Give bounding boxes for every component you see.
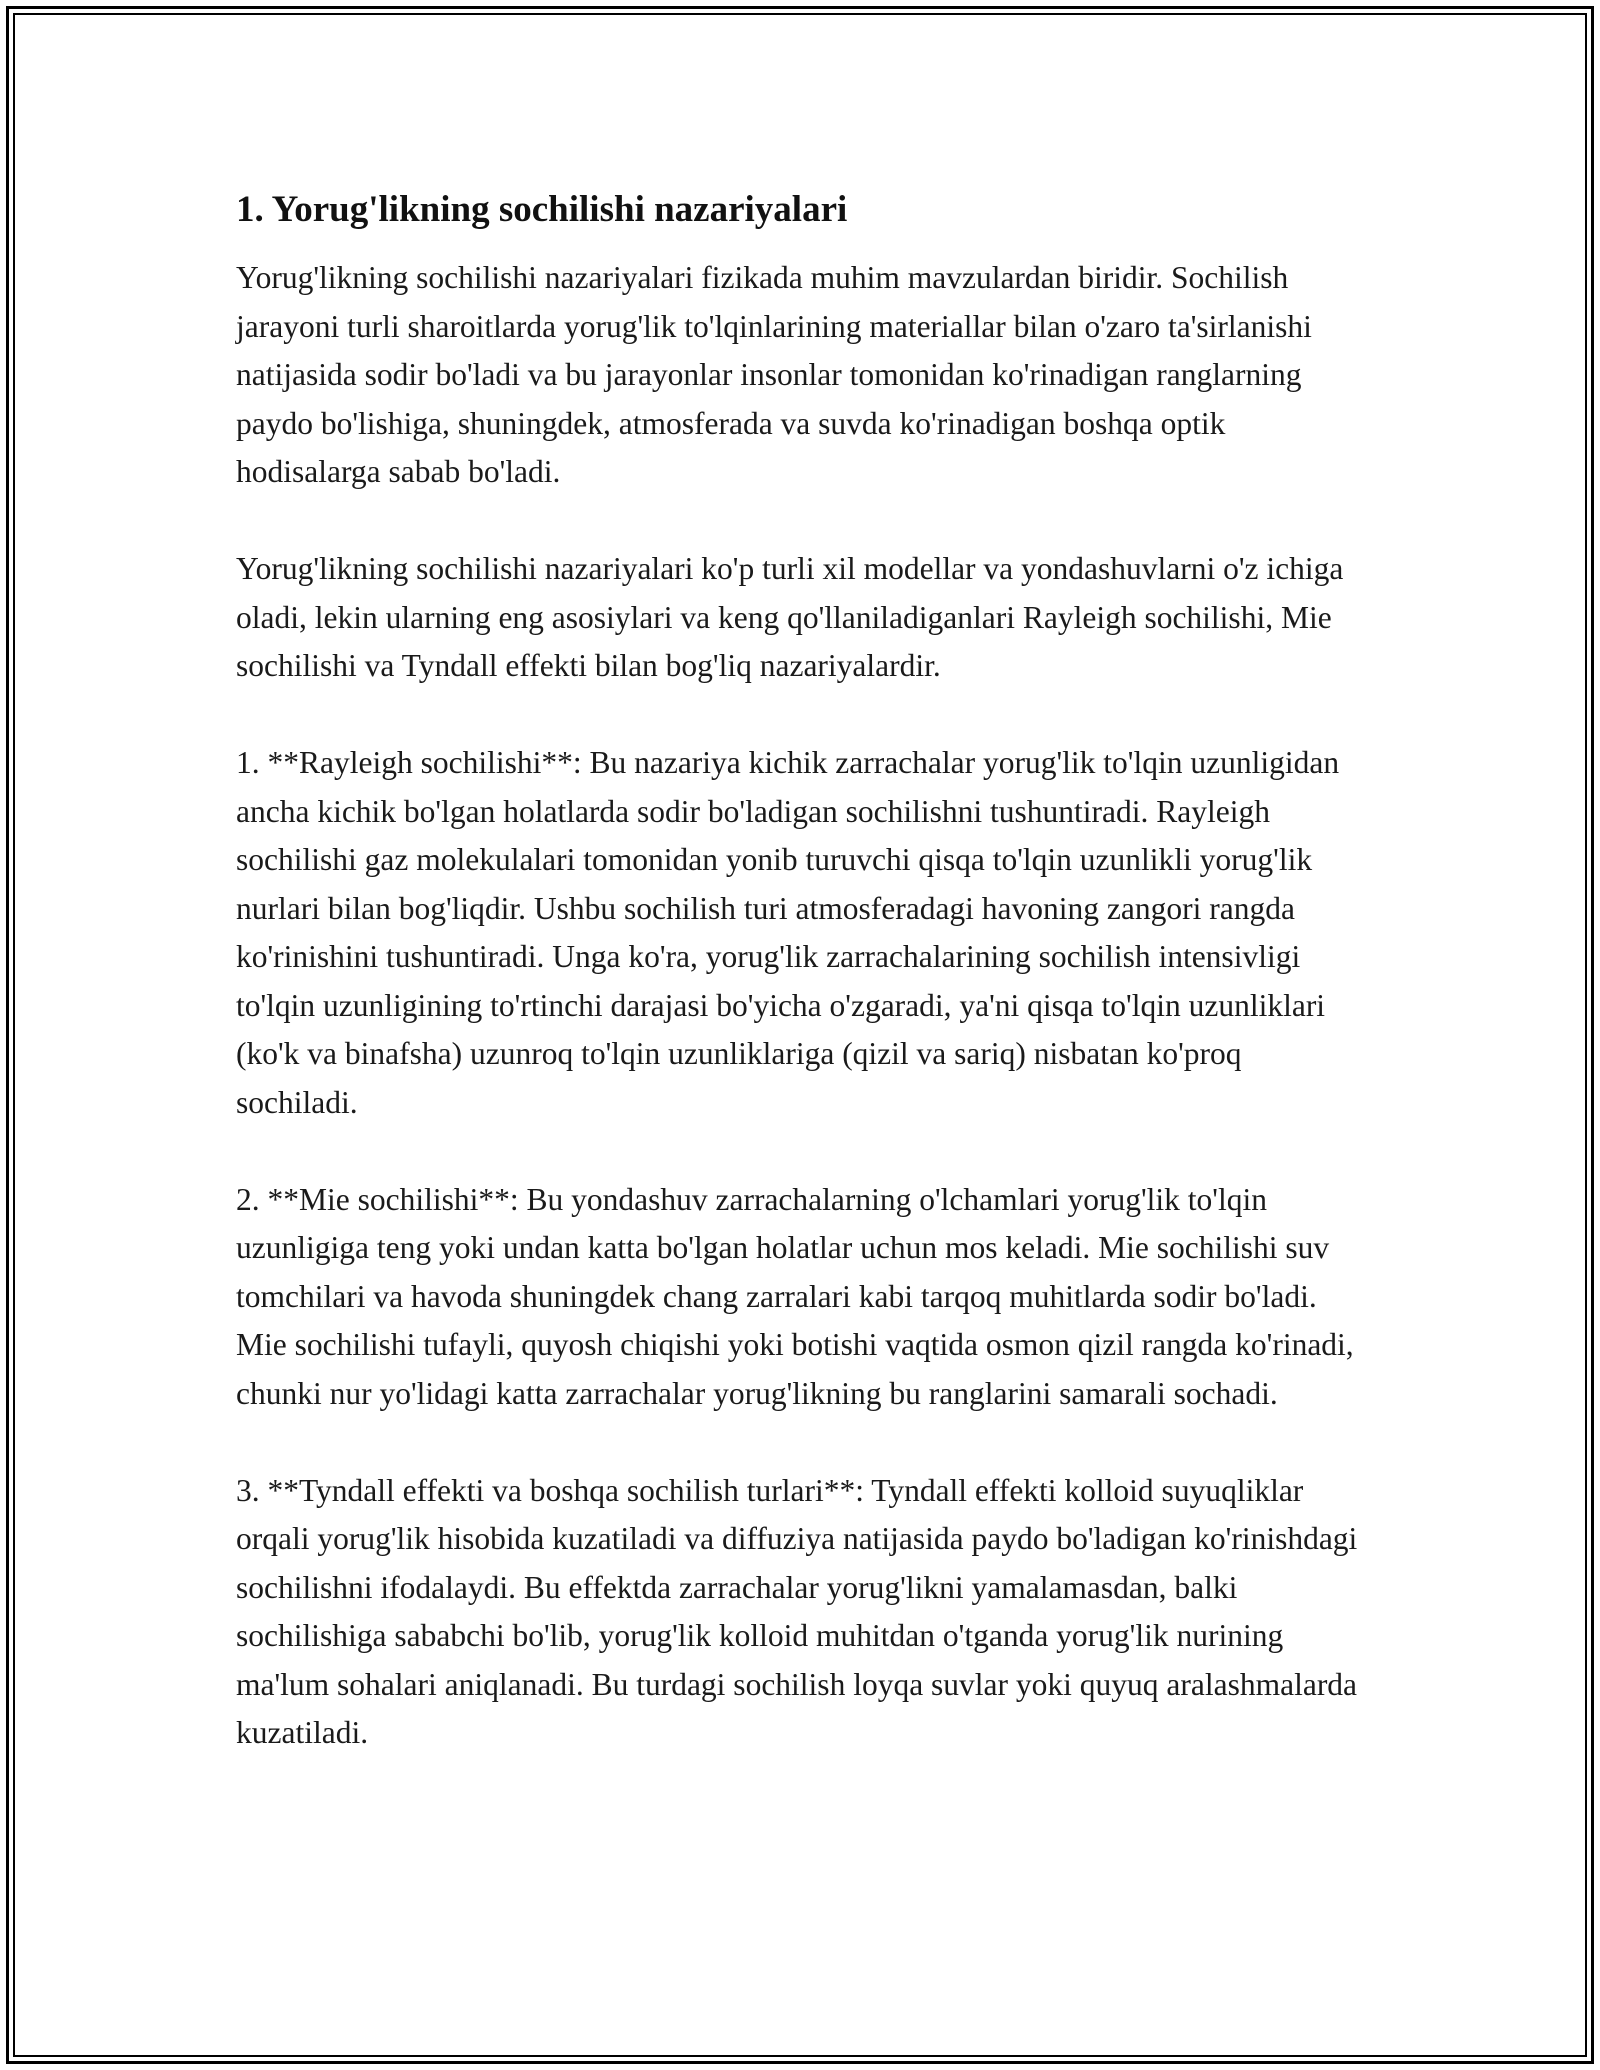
paragraph-tyndall: 3. **Tyndall effekti va boshqa sochilish turlari**: Tyndall effekti kolloid suyuqliklar orqali yorug'lik hisobida kuzatiladi va diffuziya natijasida paydo bo'ladigan ko'rinishdagi sochilishni ifodalaydi. Bu effektda zarrachalar yorug'likni yamalamasdan, balki sochilishiga sababchi bo'lib, yorug'lik kolloid muhitdan o'tganda yorug'lik nurining ma'lum sohalari aniqlanadi. Bu turdagi sochilish loyqa suvlar yoki quyuq aralashmalarda kuzatiladi. bbox=[236, 1472, 1358, 1751]
document-body bbox=[236, 186, 1366, 1806]
paragraph-mie: 2. **Mie sochilishi**: Bu yondashuv zarrachalarning o'lchamlari yorug'lik to'lqin uzunligiga teng yoki undan katta bo'lgan holatlar uchun mos keladi. Mie sochilishi suv tomchilari va havoda shuningdek chang zarralari kabi tarqoq muhitlarda sodir bo'ladi. Mie sochilishi tufayli, quyosh chiqishi yoki botishi vaqtida osmon qizil rangda ko'rinadi, chunki nur yo'lidagi katta zarrachalar yorug'likning bu ranglarini samarali sochadi. bbox=[236, 1181, 1354, 1411]
paragraph-rayleigh: 1. **Rayleigh sochilishi**: Bu nazariya kichik zarrachalar yorug'lik to'lqin uzunligidan ancha kichik bo'lgan holatlarda sodir bo'ladigan sochilishni tushuntiradi. Rayleigh sochilishi gaz molekulalari tomonidan yonib turuvchi qisqa to'lqin uzunlikli yorug'lik nurlari bilan bog'liqdir. Ushbu sochilish turi atmosferadagi havoning zangori rangda ko'rinishini tushuntiradi. Unga ko'ra, yorug'lik zarrachalarining sochilish intensivligi to'lqin uzunligining to'rtinchi darajasi bo'yicha o'zgaradi, ya'ni qisqa to'lqin uzunliklari (ko'k va binafsha) uzunroq to'lqin uzunliklariga (qizil va sariq) nisbatan ko'proq sochiladi. bbox=[236, 745, 1340, 1120]
paragraph-intro: Yorug'likning sochilishi nazariyalari fizikada muhim mavzulardan biridir. Sochilish jarayoni turli sharoitlarda yorug'lik to'lqinlarining materiallar bilan o'zaro ta'sirlanishi natijasida sodir bo'ladi va bu jarayonlar insonlar tomonidan ko'rinadigan ranglarning paydo bo'lishiga, shuningdek, atmosferada va suvda ko'rinadigan boshqa optik hodisalarga sabab bo'ladi. bbox=[236, 260, 1312, 490]
paragraph-overview: Yorug'likning sochilishi nazariyalari ko'p turli xil modellar va yondashuvlarni o'z ichiga oladi, lekin ularning eng asosiylari va keng qo'llaniladiganlari Rayleigh sochilishi, Mie sochilishi va Tyndall effekti bilan bog'liq nazariyalardir. bbox=[236, 551, 1344, 684]
document-title: 1. Yorug'likning sochilishi nazariyalari bbox=[236, 189, 848, 230]
